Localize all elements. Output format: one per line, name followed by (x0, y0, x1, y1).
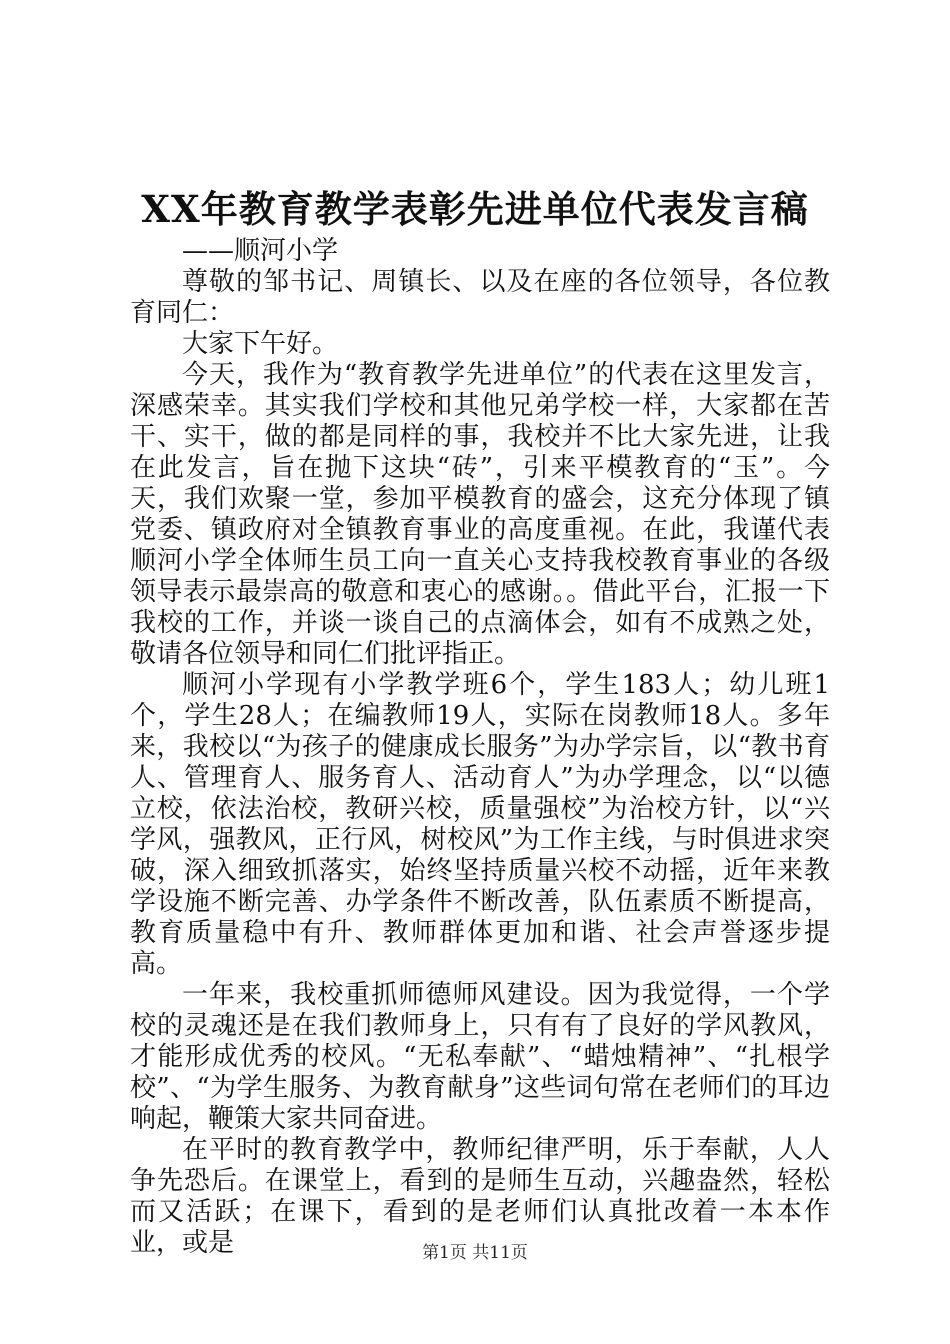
document-subtitle: ——顺河小学 (182, 236, 339, 266)
paragraph-salutation: 尊敬的邹书记、周镇长、以及在座的各位领导，各位教育同仁： (130, 267, 830, 328)
page-number-footer: 第1页 共11页 (422, 1243, 528, 1263)
paragraph-introduction: 今天，我作为“教育教学先进单位”的代表在这里发言，深感荣幸。其实我们学校和其他兄弟学校一样，大家都在苦干、实干，做的都是同样的事，我校并不比大家先进，让我在此发言，旨在抛下这块“砖”，引来平模教育的“玉”。今天，我们欢聚一堂，参加平模教育的盛会，这充分体现了镇党委、镇政府对全镇教育事业的高度重视。在此，我谨代表顺河小学全体师生员工向一直关心支持我校教育事业的各级领导表示最崇高的敬意和衷心的感谢。。借此平台，汇报一下我校的工作，并谈一谈自己的点滴体会，如有不成熟之处，敬请各位领导和同仁们批评指正。 (130, 360, 830, 669)
paragraph-school-overview: 顺河小学现有小学教学班6个，学生183人；幼儿班1个，学生28人；在编教师19人，实际在岗教师18人。多年来，我校以“为孩子的健康成长服务”为办学宗旨，以“教书育人、管理育人、服务育人、活动育人”为办学理念，以“以德立校，依法治校，教研兴校，质量强校”为治校方针，以“兴学风，强教风，正行风，树校风”为工作主线，与时俱进求突破，深入细致抓落实，始终坚持质量兴校不动摇，近年来教学设施不断完善、办学条件不断改善，队伍素质不断提高，教育质量稳中有升、教师群体更加和谐、社会声誉逐步提高。 (130, 670, 830, 979)
paragraph-teacher-ethics: 一年来，我校重抓师德师风建设。因为我觉得，一个学校的灵魂还是在我们教师身上，只有有了良好的学风教风，才能形成优秀的校风。“无私奉献”、“蜡烛精神”、“扎根学校”、“为学生服务、为教育献身”这些词句常在老师们的耳边响起，鞭策大家共同奋进。 (130, 980, 830, 1134)
document-title: XX年教育教学表彰先进单位代表发言稿 (141, 187, 809, 231)
paragraph-daily-teaching: 在平时的教育教学中，教师纪律严明，乐于奉献，人人争先恐后。在课堂上，看到的是师生互动，兴趣盎然，轻松而又活跃；在课下，看到的是老师们认真批改着一本本作业，或是 (130, 1135, 830, 1258)
paragraph-greeting: 大家下午好。 (182, 329, 339, 359)
document-body (130, 236, 830, 1259)
